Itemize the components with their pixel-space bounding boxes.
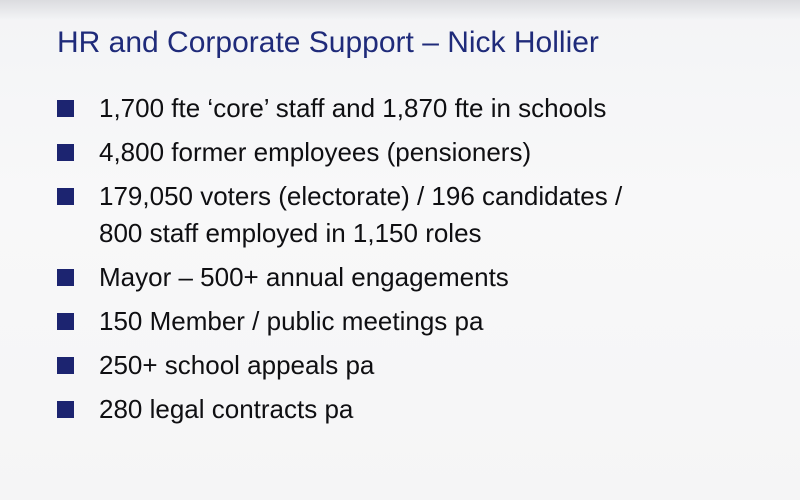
- bullet-item-meetings: [57, 303, 777, 340]
- bullet-text: 4,800 former employees (pensioners): [99, 137, 532, 167]
- bullet-list: [57, 90, 777, 435]
- bullet-item-contracts: [57, 391, 777, 428]
- bullet-item-mayor: [57, 259, 777, 296]
- bullet-text-line-1: 179,050 voters (electorate) / 196 candidates /: [99, 181, 623, 211]
- square-bullet-icon: [57, 357, 74, 374]
- bullet-item-voters: [57, 178, 777, 252]
- bullet-text: 150 Member / public meetings pa: [99, 306, 484, 336]
- bullet-text-line-2: 800 staff employed in 1,150 roles: [99, 218, 482, 248]
- square-bullet-icon: [57, 144, 74, 161]
- square-bullet-icon: [57, 269, 74, 286]
- bullet-text: 280 legal contracts pa: [99, 394, 354, 424]
- square-bullet-icon: [57, 401, 74, 418]
- bullet-text: Mayor – 500+ annual engagements: [99, 262, 509, 292]
- square-bullet-icon: [57, 188, 74, 205]
- bullet-item-appeals: [57, 347, 777, 384]
- bullet-item-pensioners: [57, 134, 777, 171]
- square-bullet-icon: [57, 313, 74, 330]
- bullet-text: 1,700 fte ‘core’ staff and 1,870 fte in schools: [99, 93, 607, 123]
- slide-title: HR and Corporate Support – Nick Hollier: [57, 26, 599, 59]
- square-bullet-icon: [57, 100, 74, 117]
- bullet-text: 250+ school appeals pa: [99, 350, 375, 380]
- scan-shadow: [0, 0, 800, 20]
- bullet-item-staff: [57, 90, 777, 127]
